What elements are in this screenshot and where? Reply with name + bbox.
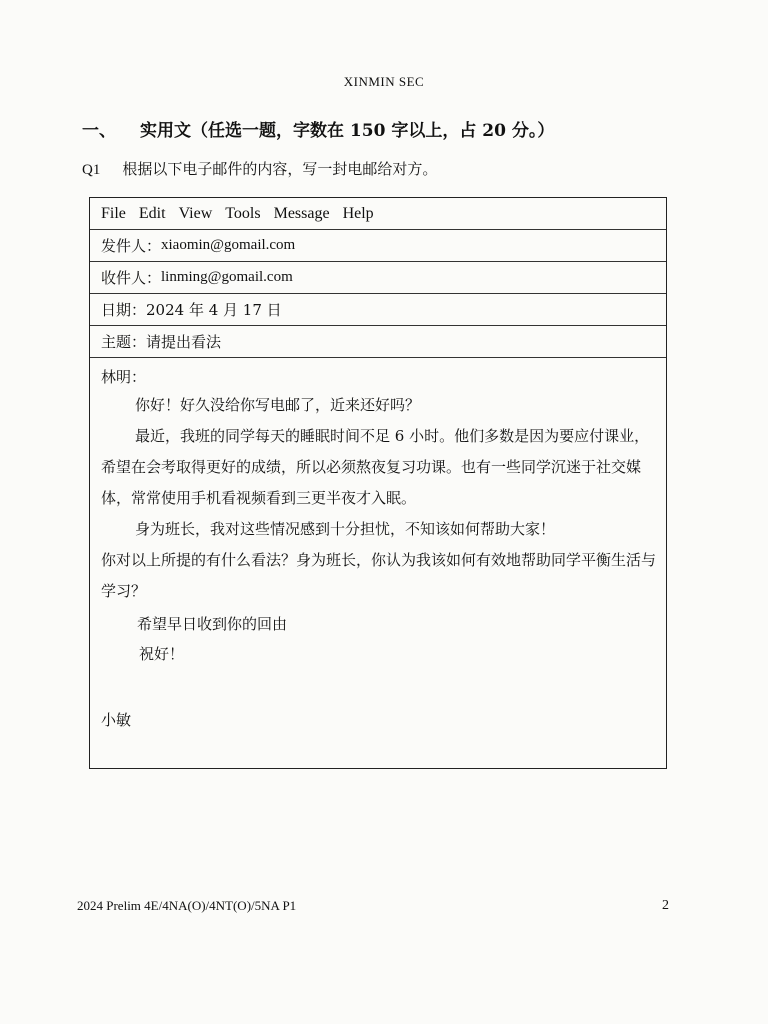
- email-paragraph-2: 最近，我班的同学每天的睡眠时间不足 6 小时。他们多数是因为要应付课业，希望在会考取得更好的成绩，所以必须熬夜复习功课。也有一些同学沉迷于社交媒体，常常使用手机看视频看到三更半夜才入眠。: [101, 427, 650, 507]
- email-closing-wish: 希望早日收到你的回由: [137, 615, 288, 633]
- to-label: 收件人：: [101, 269, 162, 287]
- email-menu-bar: [90, 198, 666, 230]
- page-number: 2: [662, 898, 669, 913]
- email-from-row: [90, 230, 666, 262]
- section-number: 一、: [82, 121, 116, 141]
- date-value: 2024 年 4 月 17 日: [146, 301, 282, 319]
- email-to-row: [90, 262, 666, 294]
- subject-value: 请提出看法: [146, 333, 222, 351]
- email-subject-row: [90, 326, 666, 358]
- menu-edit[interactable]: Edit: [138, 204, 166, 222]
- question-number: Q1: [82, 162, 101, 178]
- question-text: 根据以下电子邮件的内容，写一封电邮给对方。: [122, 160, 438, 178]
- email-paragraph-1: 你好！好久没给你写电邮了，近来还好吗？: [135, 396, 421, 414]
- email-signature: 小敏: [101, 711, 132, 729]
- email-date-row: [90, 294, 666, 326]
- question-prompt: [82, 158, 437, 179]
- school-name: XINMIN SEC: [343, 74, 425, 89]
- email-window: [89, 197, 667, 769]
- menu-tools[interactable]: Tools: [225, 204, 261, 222]
- from-value: xiaomin@gomail.com: [161, 237, 296, 253]
- date-label: 日期：: [101, 301, 147, 319]
- section-heading: [82, 116, 554, 141]
- menu-help[interactable]: Help: [342, 204, 374, 222]
- section-title-text: 实用文（任选一题，字数在 150 字以上，占 20 分。）: [140, 121, 555, 141]
- email-body: [90, 358, 666, 735]
- email-paragraph-4: 你对以上所提的有什么看法？身为班长，你认为我该如何有效地帮助同学平衡生活与学习？: [101, 551, 657, 600]
- menu-message[interactable]: Message: [273, 204, 330, 222]
- from-label: 发件人：: [101, 237, 162, 255]
- to-value: linming@gomail.com: [161, 269, 293, 285]
- email-closing-regards: 祝好！: [139, 645, 185, 663]
- email-salutation: 林明：: [101, 368, 147, 386]
- menu-file[interactable]: File: [101, 204, 126, 222]
- subject-label: 主题：: [101, 333, 147, 351]
- email-paragraph-3: 身为班长，我对这些情况感到十分担忧，不知该如何帮助大家！: [135, 520, 556, 538]
- footer-exam-code: 2024 Prelim 4E/4NA(O)/4NT(O)/5NA P1: [77, 898, 297, 913]
- menu-view[interactable]: View: [178, 204, 213, 222]
